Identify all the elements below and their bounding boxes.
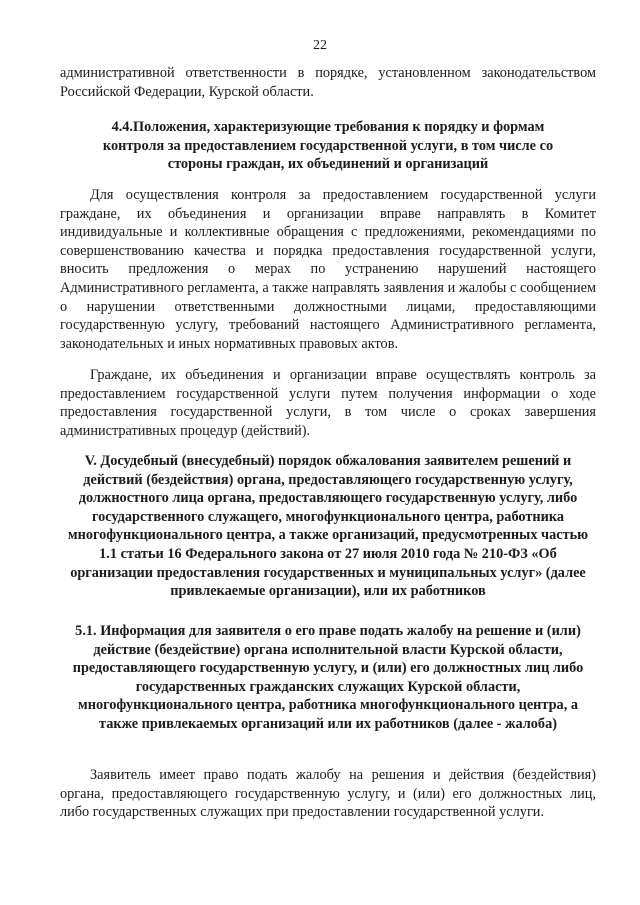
paragraph-complaint-right: Заявитель имеет право подать жалобу на решения и действия (бездействия) органа, предоставляющего государственную услугу, и (или) его должностных лиц, либо государственных служащих при предоставлении государственной услуги.	[60, 767, 596, 821]
paragraph-continuation: административной ответственности в порядке, установленном законодательством Российской Федерации, Курской области.	[60, 65, 596, 100]
section-heading-5: V. Досудебный (внесудебный) порядок обжалования заявителем решений и действий (бездействия) органа, предоставляющего государственную услугу, должностного лица органа, предоставляющего государственную услугу, либо государственного служащего, многофункционального центра, работника многофункционального центра, а также организаций, предусмотренных частью 1.1 статьи 16 Федерального закона от 27 июля 2010 года № 210-ФЗ «Об организации предоставления государственных и муниципальных услуг» (далее привлекаемые организации), или их работников	[67, 453, 589, 600]
section-heading-5-1: 5.1. Информация для заявителя о его праве подать жалобу на решение и (или) действие (бездействие) органа исполнительной власти Курской области, предоставляющего государственную услугу, и (или) его должностных лиц либо государственных гражданских служащих Курской области, многофункционального центра, работника многофункционального центра, а также привлекаемых организаций или их работников (далее - жалоба)	[72, 623, 584, 732]
page-number: 22	[313, 38, 327, 53]
paragraph-control-information: Граждане, их объединения и организации вправе осуществлять контроль за предоставлением государственной услуги путем получения информации о ходе предоставления государственной услуги, в том числе о сроках завершения административных процедур (действий).	[60, 367, 596, 439]
section-heading-4-4: 4.4.Положения, характеризующие требования к порядку и формам контроля за предоставлением государственной услуги, в том числе со стороны граждан, их объединений и организаций	[102, 119, 554, 173]
paragraph-control-appeals: Для осуществления контроля за предоставлением государственной услуги граждане, их объединения и организации вправе направлять в Комитет индивидуальные и коллективные обращения с предложениями, рекомендациями по совершенствованию качества и порядка предоставления государственной услуги, вносить предложения о мерах по устранению нарушений настоящего Административного регламента, а также направлять заявления и жалобы с сообщением о нарушении ответственными должностными лицами, предоставляющими государственную услугу, требований настоящего Административного регламента, законодательных и иных нормативных правовых актов.	[60, 187, 596, 352]
